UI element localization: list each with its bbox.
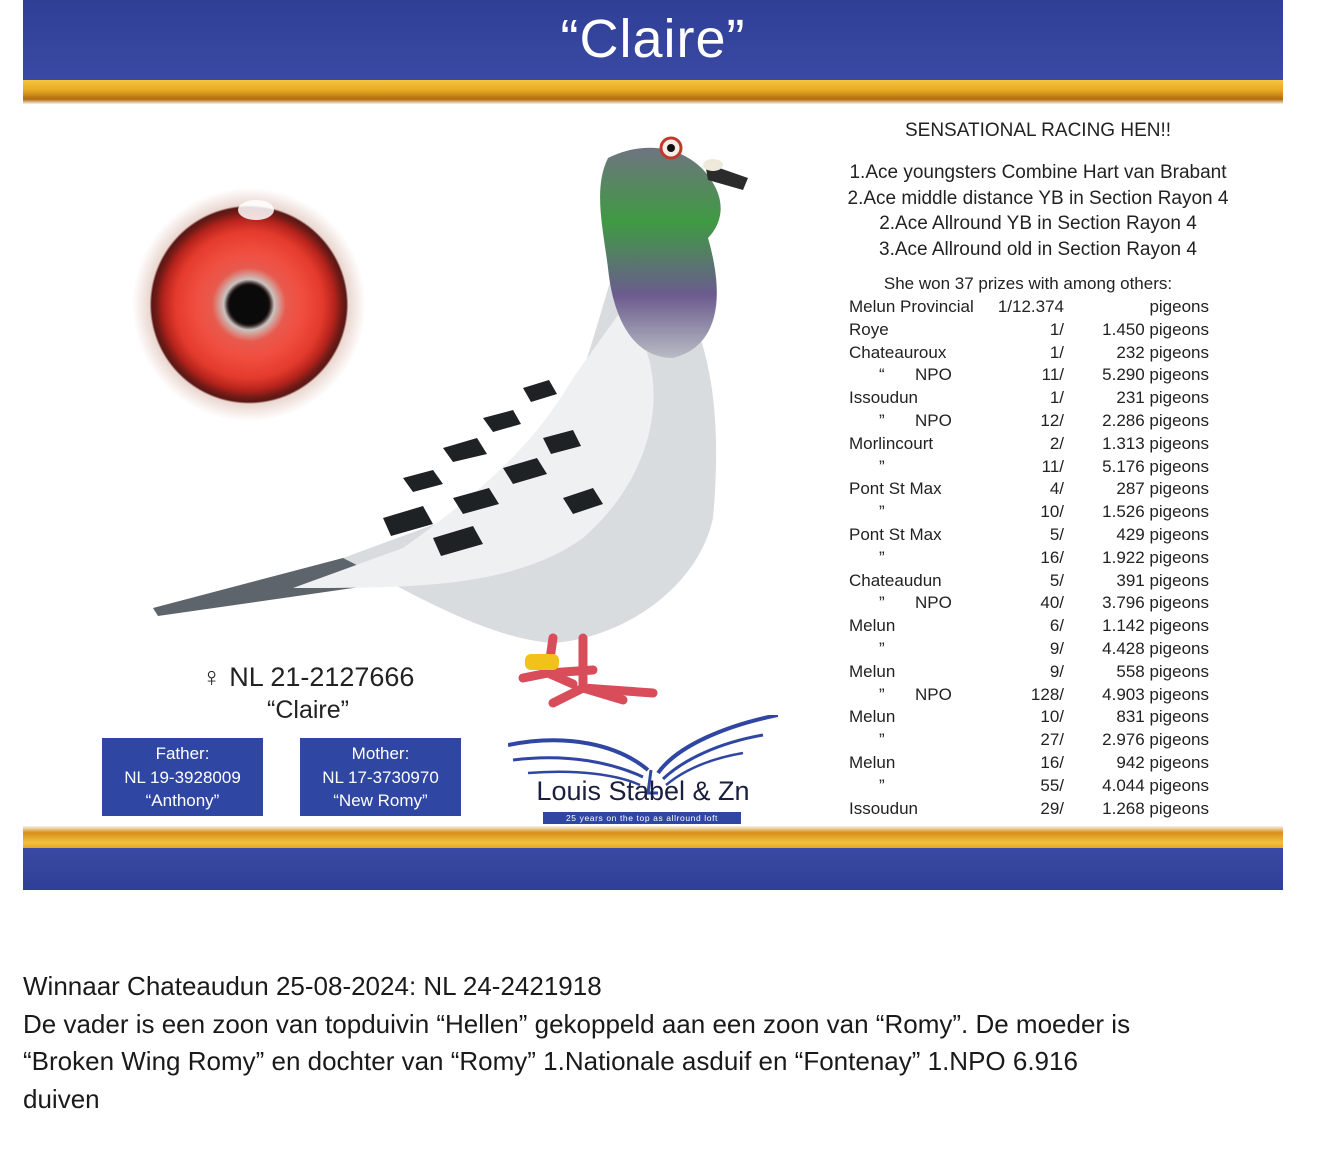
ace-title: 1.Ace youngsters Combine Hart van Brabant bbox=[849, 162, 1227, 183]
results-list bbox=[849, 296, 1269, 820]
result-row bbox=[849, 615, 1269, 638]
result-row bbox=[849, 661, 1269, 684]
result-place: 55/ bbox=[1040, 775, 1064, 795]
result-row bbox=[849, 775, 1269, 798]
result-place: 11/ bbox=[1041, 456, 1064, 476]
caption-line: “Broken Wing Romy” en dochter van “Romy” 1.Nationale asduif en “Fontenay” 1.NPO 6.916 bbox=[23, 1046, 1078, 1076]
result-place: 12/ bbox=[1040, 410, 1064, 430]
result-race: Issoudun bbox=[849, 388, 918, 408]
caption bbox=[23, 968, 1303, 1118]
result-ditto: ” bbox=[879, 638, 885, 658]
result-row bbox=[849, 410, 1269, 433]
result-race: Melun bbox=[849, 616, 896, 636]
mother-box bbox=[300, 738, 461, 816]
result-place: 5/ bbox=[1049, 524, 1064, 544]
loft-logo bbox=[508, 715, 778, 825]
result-count: 3.796 pigeons bbox=[1102, 593, 1209, 613]
ace-title: 3.Ace Allround old in Section Rayon 4 bbox=[879, 238, 1197, 260]
result-row bbox=[849, 364, 1269, 387]
result-count: 4.903 pigeons bbox=[1102, 684, 1209, 704]
result-race: Roye bbox=[849, 319, 889, 339]
result-count: 1.922 pigeons bbox=[1102, 547, 1209, 567]
result-place: 11/ bbox=[1041, 365, 1064, 385]
result-count: 391 pigeons bbox=[1116, 570, 1209, 590]
result-count: 2.286 pigeons bbox=[1102, 410, 1209, 430]
caption-line: duiven bbox=[23, 1083, 100, 1114]
result-row bbox=[849, 684, 1269, 707]
result-count: 1.142 pigeons bbox=[1102, 616, 1209, 636]
result-place: 9/ bbox=[1049, 661, 1064, 681]
result-place: 29/ bbox=[1040, 798, 1064, 818]
result-row bbox=[849, 638, 1269, 661]
mother-name: “New Romy” bbox=[333, 791, 428, 810]
result-race: Melun bbox=[849, 661, 896, 681]
result-org: NPO bbox=[915, 410, 952, 430]
result-place: 1/ bbox=[1049, 342, 1064, 362]
father-box bbox=[102, 738, 263, 816]
result-row bbox=[849, 433, 1269, 456]
result-row bbox=[849, 456, 1269, 479]
result-race: Chateauroux bbox=[849, 342, 947, 362]
result-count: 1.526 pigeons bbox=[1102, 502, 1209, 522]
result-race: Morlincourt bbox=[849, 433, 934, 453]
result-row bbox=[849, 319, 1269, 342]
result-count: 1.450 pigeons bbox=[1102, 319, 1209, 339]
result-count: 232 pigeons bbox=[1116, 342, 1209, 362]
hen-ring-number: ♀ NL 21-2127666 bbox=[201, 662, 415, 692]
caption-line: De vader is een zoon van topduivin “Hellen” gekoppeld aan een zoon van “Romy”. De moeder is bbox=[23, 1008, 1131, 1039]
result-race: Chateaudun bbox=[849, 570, 942, 590]
result-row bbox=[849, 501, 1269, 524]
top-banner bbox=[23, 0, 1283, 80]
result-row bbox=[849, 570, 1269, 593]
result-place: 5/ bbox=[1049, 570, 1064, 590]
father-ring: NL 19-3928009 bbox=[124, 767, 241, 787]
result-count: pigeons bbox=[1149, 297, 1209, 316]
result-race: Melun Provincial bbox=[849, 297, 974, 316]
ace-titles bbox=[793, 160, 1283, 262]
result-race: Pont St Max bbox=[849, 524, 942, 544]
result-row bbox=[849, 798, 1269, 821]
result-org: NPO bbox=[915, 684, 952, 704]
mother-ring: NL 17-3730970 bbox=[322, 767, 439, 787]
result-place: 128/ bbox=[1030, 684, 1064, 704]
gold-divider-top bbox=[23, 80, 1283, 104]
result-count: 231 pigeons bbox=[1116, 388, 1209, 408]
result-place: 4/ bbox=[1049, 479, 1064, 499]
result-place: 16/ bbox=[1040, 752, 1064, 772]
result-place: 27/ bbox=[1040, 730, 1064, 750]
result-place: 2/ bbox=[1049, 433, 1064, 453]
result-ditto: ” bbox=[879, 547, 885, 567]
result-count: 1.268 pigeons bbox=[1102, 798, 1209, 818]
result-row bbox=[849, 592, 1269, 615]
headline: SENSATIONAL RACING HEN!! bbox=[904, 120, 1172, 141]
result-ditto: ” bbox=[879, 775, 885, 795]
result-ditto: “ bbox=[879, 365, 885, 385]
result-count: 831 pigeons bbox=[1116, 707, 1209, 727]
result-row bbox=[849, 547, 1269, 570]
result-place: 10/ bbox=[1040, 502, 1064, 522]
result-race: Issoudun bbox=[849, 798, 918, 818]
result-count: 2.976 pigeons bbox=[1102, 730, 1209, 750]
result-ditto: ” bbox=[879, 730, 885, 750]
result-ditto: ” bbox=[879, 410, 885, 430]
result-place: 1/ bbox=[1049, 319, 1064, 339]
result-ditto: ” bbox=[879, 684, 885, 704]
poster-title: “Claire” bbox=[560, 9, 746, 69]
ace-title: 2.Ace Allround YB in Section Rayon 4 bbox=[879, 213, 1197, 234]
pigeon-poster bbox=[23, 0, 1283, 890]
result-count: 429 pigeons bbox=[1116, 524, 1209, 544]
result-row bbox=[849, 296, 1269, 319]
bottom-banner bbox=[23, 848, 1283, 890]
result-count: 942 pigeons bbox=[1116, 752, 1209, 772]
result-row bbox=[849, 752, 1269, 775]
mother-label: Mother: bbox=[351, 744, 410, 763]
hen-name: “Claire” bbox=[267, 696, 349, 724]
result-row bbox=[849, 387, 1269, 410]
father-label: Father: bbox=[155, 744, 210, 763]
ace-title: 2.Ace middle distance YB in Section Rayon 4 bbox=[847, 187, 1229, 209]
result-org: NPO bbox=[915, 365, 952, 385]
result-race: Melun bbox=[849, 752, 896, 772]
result-count: 5.290 pigeons bbox=[1102, 365, 1209, 385]
result-race: Pont St Max bbox=[849, 479, 942, 499]
prizes-intro: She won 37 prizes with among others: bbox=[883, 274, 1173, 293]
result-count: 1.313 pigeons bbox=[1102, 433, 1209, 453]
result-place: 9/ bbox=[1049, 638, 1064, 658]
result-ditto: ” bbox=[879, 593, 885, 613]
loft-tagline: 25 years on the top as allround loft bbox=[543, 812, 741, 824]
result-place: 16/ bbox=[1040, 547, 1064, 567]
result-ditto: ” bbox=[879, 502, 885, 522]
result-row bbox=[849, 524, 1269, 547]
result-row bbox=[849, 478, 1269, 501]
result-place: 10/ bbox=[1040, 707, 1064, 727]
result-place: 1/ bbox=[1049, 388, 1064, 408]
result-race: Melun bbox=[849, 707, 896, 727]
loft-name: Louis Stabel & Zn bbox=[536, 776, 750, 806]
result-row bbox=[849, 729, 1269, 752]
result-row bbox=[849, 342, 1269, 365]
caption-line: Winnaar Chateaudun 25-08-2024: NL 24-2421918 bbox=[23, 971, 602, 1001]
result-place: 40/ bbox=[1040, 593, 1064, 613]
pigeon-photo bbox=[153, 118, 793, 718]
result-ditto: ” bbox=[879, 456, 885, 476]
result-org: NPO bbox=[915, 593, 952, 613]
gold-divider-bottom bbox=[23, 826, 1283, 848]
result-count: 287 pigeons bbox=[1116, 479, 1209, 499]
father-name: “Anthony” bbox=[145, 791, 220, 810]
result-row bbox=[849, 706, 1269, 729]
result-count: 558 pigeons bbox=[1116, 661, 1209, 681]
result-place: 6/ bbox=[1049, 616, 1064, 636]
result-count: 5.176 pigeons bbox=[1102, 456, 1209, 476]
result-place: 1/12.374 bbox=[997, 297, 1064, 316]
result-count: 4.044 pigeons bbox=[1102, 775, 1209, 795]
result-count: 4.428 pigeons bbox=[1102, 638, 1209, 658]
